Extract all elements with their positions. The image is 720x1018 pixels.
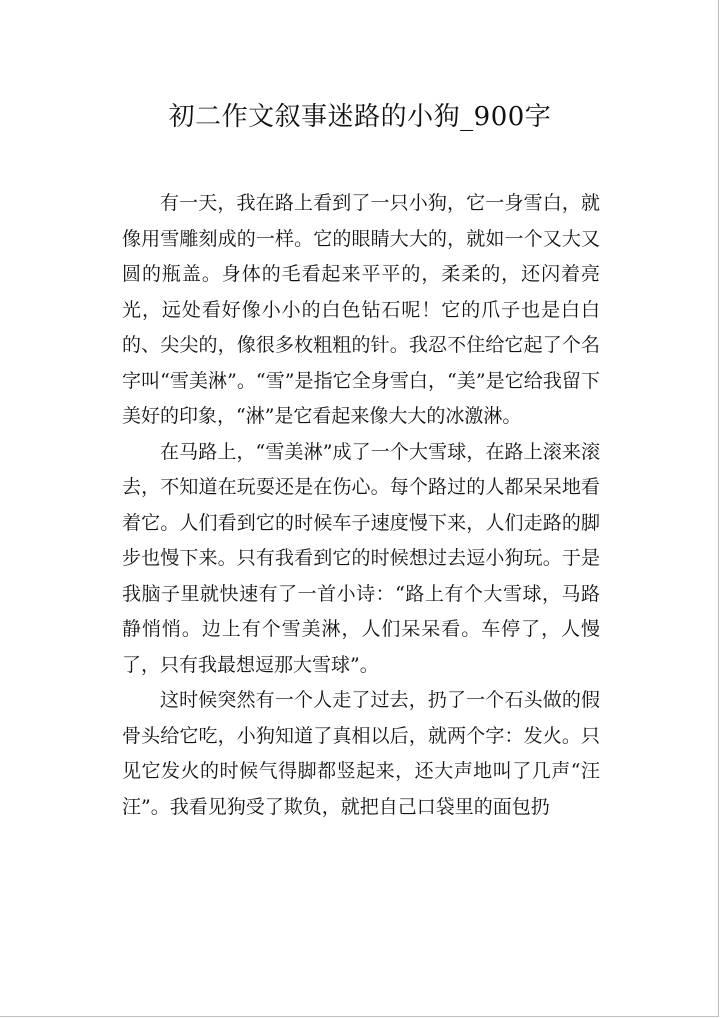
paragraph-3: 这时候突然有一个人走了过去，扔了一个石头做的假骨头给它吃，小狗知道了真相以后，就两个字：发火。只见它发火的时候气得脚都竖起来，还大声地叫了几声“汪汪”。我看见狗受了欺负，就把自己口袋里的面包扔 <box>122 689 600 818</box>
paragraph-2: 在马路上，“雪美淋”成了一个大雪球，在路上滚来滚去，不知道在玩耍还是在伤心。每个路过的人都呆呆地看着它。人们看到它的时候车子速度慢下来，人们走路的脚步也慢下来。只有我看到它的时候想过去逗小狗玩。于是我脑子里就快速有了一首小诗：“路上有个大雪球，马路静悄悄。边上有个雪美淋，人们呆呆看。车停了，人慢了，只有我最想逗那大雪球”。 <box>122 440 600 676</box>
document-body <box>122 186 600 825</box>
paragraph-1: 有一天，我在路上看到了一只小狗，它一身雪白，就像用雪雕刻成的一样。它的眼睛大大的，就如一个又大又圆的瓶盖。身体的毛看起来平平的，柔柔的，还闪着亮光，远处看好像小小的白色钻石呢！它的爪子也是白白的、尖尖的，像很多枚粗粗的针。我忍不住给它起了个名字叫“雪美淋”。“雪”是指它全身雪白，“美”是它给我留下美好的印象，“淋”是它看起来像大大的冰激淋。 <box>122 192 600 427</box>
document-title: 初二作文叙事迷路的小狗_900字 <box>168 102 552 132</box>
